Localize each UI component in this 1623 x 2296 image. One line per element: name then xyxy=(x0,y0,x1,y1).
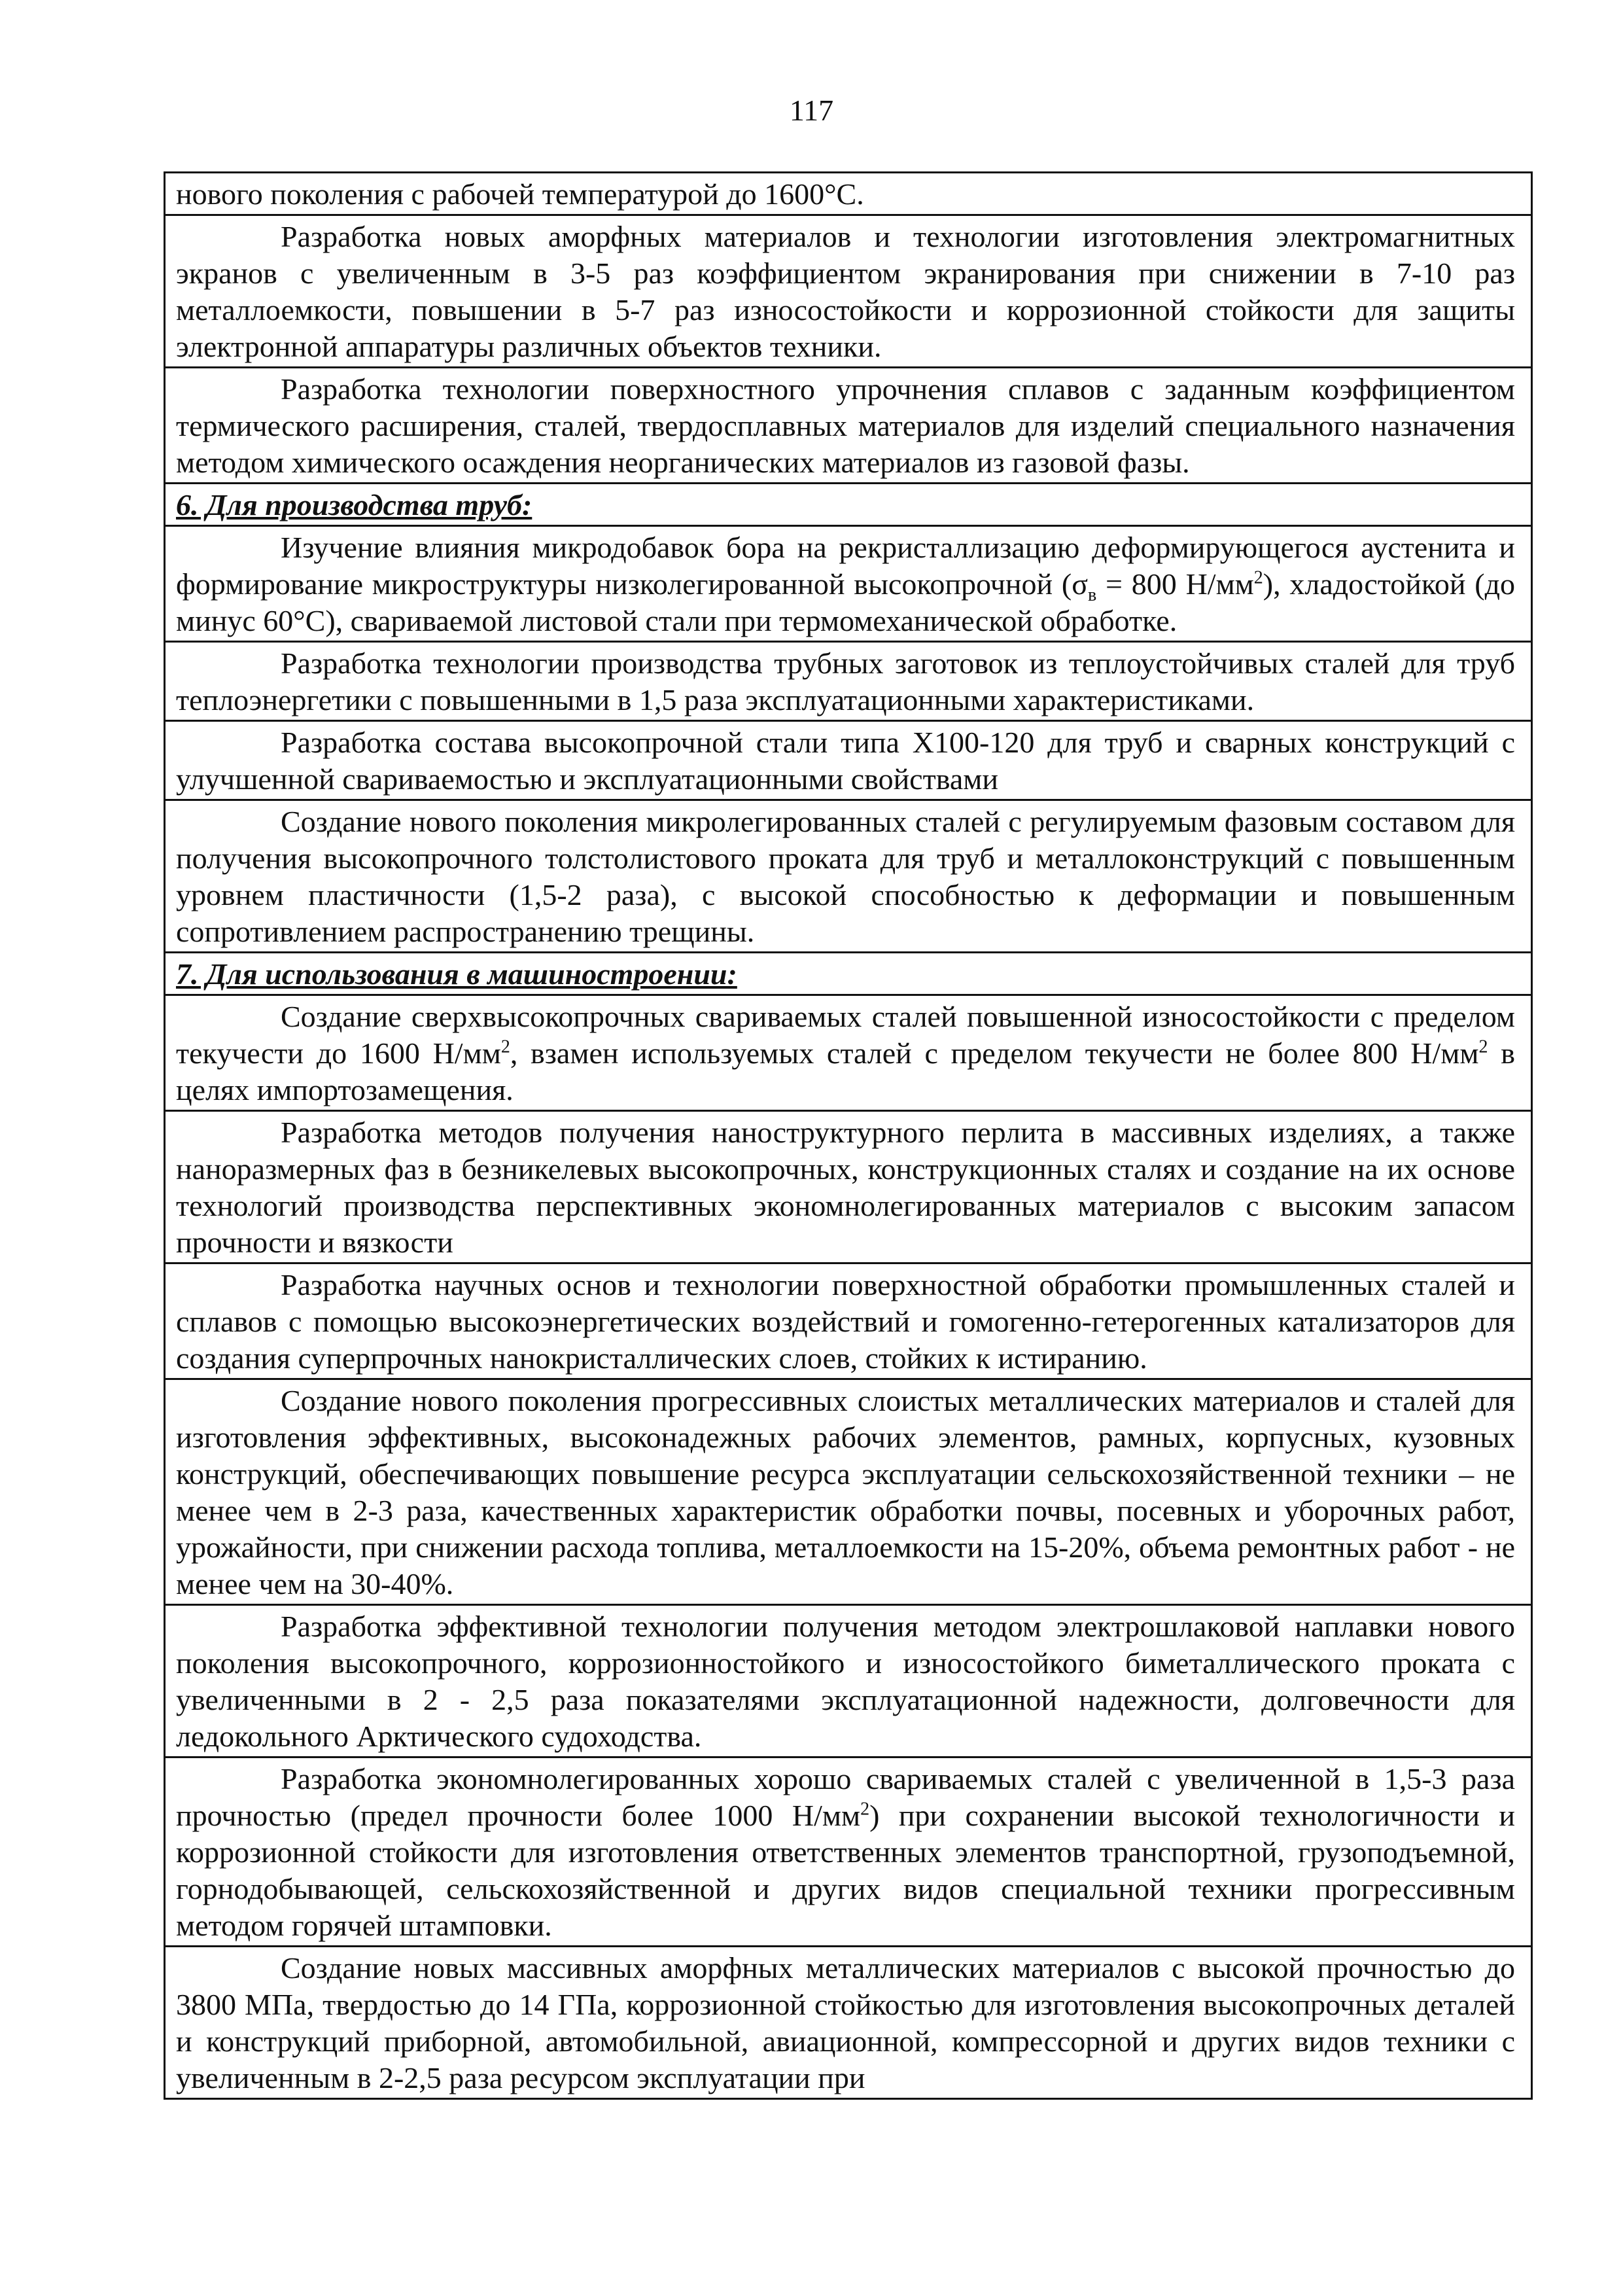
row-text: Разработка эффективной технологии получения методом электрошлаковой наплавки нового поколения высокопрочного, коррозионностойкого и износостойкого биметаллического проката с увеличенными в 2 - 2,5 раза показателями эксплуатационной надежности, долговечности для ледокольного Арктического судоходства. xyxy=(165,1605,1532,1757)
section-heading: 6. Для производства труб: xyxy=(165,484,1532,526)
table-row xyxy=(165,1947,1532,2099)
row-text: нового поколения с рабочей температурой до 1600°С. xyxy=(176,177,864,211)
row-text: Создание новых массивных аморфных металлических материалов с высокой прочностью до 3800 МПа, твердостью до 14 ГПа, коррозионной стойкостью для изготовления высокопрочных деталей и конструкций приборной, автомобильной, авиационной, компрессорной и других видов техники с увеличенным в 2-2,5 раза ресурсом эксплуатации при xyxy=(165,1947,1532,2099)
row-text: Создание нового поколения прогрессивных слоистых металлических материалов и сталей для изготовления эффективных, высоконадежных рабочих элементов, рамных, корпусных, кузовных конструкций, обеспечивающих повышение ресурса эксплуатации сельскохозяйственной техники – не менее чем в 2-3 раза, качественных характеристик обработки почвы, посевных и уборочных работ, урожайности, при снижении расхода топлива, металлоемкости на 15-20%, объема ремонтных работ - не менее чем на 30-40%. xyxy=(165,1379,1532,1605)
table-row xyxy=(165,526,1532,642)
table-row xyxy=(165,1605,1532,1757)
section-heading: 7. Для использования в машиностроении: xyxy=(165,953,1532,995)
table-row xyxy=(165,1111,1532,1263)
table-row xyxy=(165,800,1532,953)
table-row xyxy=(165,1379,1532,1605)
table-row xyxy=(165,953,1532,995)
row-text: Разработка технологии поверхностного упрочнения сплавов с заданным коэффициентом термического расширения, сталей, твердосплавных материалов для изделий специального назначения методом химического осаждения неорганических материалов из газовой фазы. xyxy=(165,368,1532,484)
table-row xyxy=(165,1263,1532,1379)
table-row xyxy=(165,1757,1532,1947)
row-text: Разработка технологии производства трубных заготовок из теплоустойчивых сталей для труб теплоэнергетики с повышенными в 1,5 раза эксплуатационными характеристиками. xyxy=(165,642,1532,721)
row-text: Создание сверхвысокопрочных свариваемых сталей повышенной износостойкости с пределом текучести до 1600 $Н/мм^2$, взамен используемых сталей с пределом текучести не более 800 $Н/мм^2$ в целях импортозамещения. xyxy=(165,995,1532,1111)
requirements-table xyxy=(164,171,1533,2100)
row-text: Изучение влияния микродобавок бора на рекристаллизацию деформирующегося аустенита и формирование микроструктуры низколегированной высокопрочной ($\sigma_в = 800$ $Н/мм^2$), хладостойкой (до минус 60°С), свариваемой листовой стали при термомеханической обработке. xyxy=(165,526,1532,642)
row-text: Разработка методов получения наноструктурного перлита в массивных изделиях, а также наноразмерных фаз в безникелевых высокопрочных, конструкционных сталях и создание на их основе технологий производства перспективных экономнолегированных материалов с высоким запасом прочности и вязкости xyxy=(165,1111,1532,1263)
row-text: Создание нового поколения микролегированных сталей с регулируемым фазовым составом для получения высокопрочного толстолистового проката для труб и металлоконструкций с повышенным уровнем пластичности (1,5-2 раза), с высокой способностью к деформации и повышенным сопротивлением распространению трещины. xyxy=(165,800,1532,953)
row-text: Разработка экономнолегированных хорошо свариваемых сталей с увеличенной в 1,5-3 раза прочностью (предел прочности более 1000 $Н/мм^2$) при сохранении высокой технологичности и коррозионной стойкости для изготовления ответственных элементов транспортной, грузоподъемной, горнодобывающей, сельскохозяйственной и других видов специальной техники прогрессивным методом горячей штамповки. xyxy=(165,1757,1532,1947)
row-text: Разработка научных основ и технологии поверхностной обработки промышленных сталей и сплавов с помощью высокоэнергетических воздействий и гомогенно-гетерогенных катализаторов для создания суперпрочных нанокристаллических слоев, стойких к истиранию. xyxy=(165,1263,1532,1379)
table-row xyxy=(165,368,1532,484)
table-row xyxy=(165,642,1532,721)
table-row xyxy=(165,484,1532,526)
table-row xyxy=(165,215,1532,368)
table-row xyxy=(165,173,1532,215)
table-row xyxy=(165,721,1532,800)
row-text: Разработка состава высокопрочной стали типа Х100-120 для труб и сварных конструкций с улучшенной свариваемостью и эксплуатационными свойствами xyxy=(165,721,1532,800)
page-number: 117 xyxy=(789,94,834,127)
table-row xyxy=(165,995,1532,1111)
row-text: Разработка новых аморфных материалов и технологии изготовления электромагнитных экранов с увеличенным в 3-5 раз коэффициентом экранирования при снижении в 7-10 раз металлоемкости, повышении в 5-7 раз износостойкости и коррозионной стойкости для защиты электронной аппаратуры различных объектов техники. xyxy=(165,215,1532,368)
